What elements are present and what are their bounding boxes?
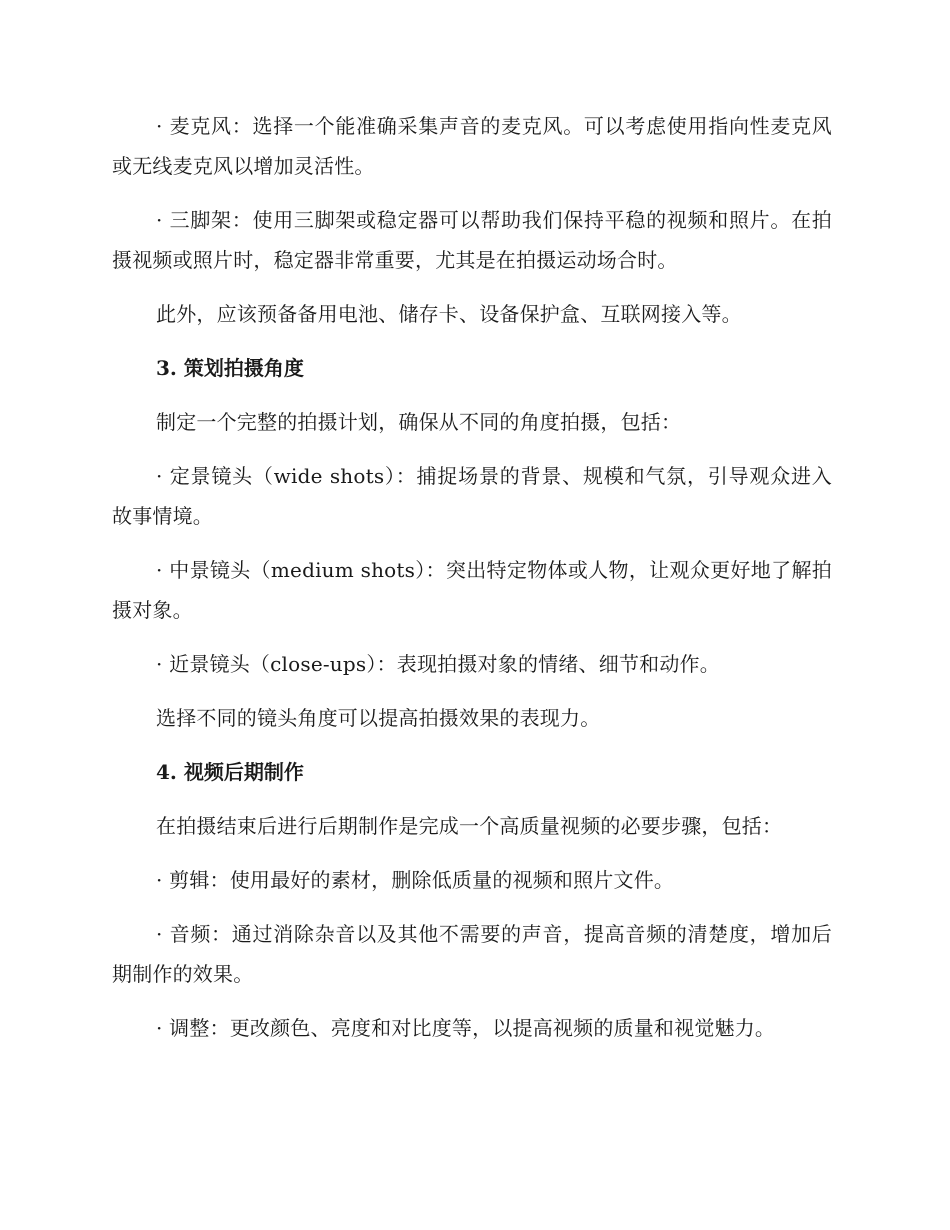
paragraph-close-ups: · 近景镜头（close-ups）：表现拍摄对象的情绪、细节和动作。: [156, 652, 720, 676]
paragraph-microphone: · 麦克风：选择一个能准确采集声音的麦克风。可以考虑使用指向性麦克风或无线麦克风以增加灵活性。: [112, 114, 832, 178]
paragraph-angle-summary: 选择不同的镜头角度可以提高拍摄效果的表现力。: [156, 706, 601, 730]
paragraph-editing: · 剪辑：使用最好的素材，删除低质量的视频和照片文件。: [156, 868, 675, 892]
paragraph-adjustment: · 调整：更改颜色、亮度和对比度等，以提高视频的质量和视觉魅力。: [156, 1016, 776, 1040]
heading-shooting-angles: 3. 策划拍摄角度: [156, 356, 304, 380]
paragraph-extras: 此外，应该预备备用电池、储存卡、设备保护盒、互联网接入等。: [156, 302, 742, 326]
paragraph-post-intro: 在拍摄结束后进行后期制作是完成一个高质量视频的必要步骤，包括：: [156, 814, 783, 838]
heading-post-production: 4. 视频后期制作: [156, 760, 304, 784]
paragraph-shooting-plan: 制定一个完整的拍摄计划，确保从不同的角度拍摄，包括：: [156, 410, 682, 434]
document-page: [112, 106, 832, 1048]
paragraph-wide-shots: · 定景镜头（wide shots）：捕捉场景的背景、规模和气氛，引导观众进入故事情境。: [112, 464, 832, 528]
paragraph-medium-shots: · 中景镜头（medium shots）：突出特定物体或人物，让观众更好地了解拍摄对象。: [112, 558, 832, 622]
paragraph-tripod: · 三脚架：使用三脚架或稳定器可以帮助我们保持平稳的视频和照片。在拍摄视频或照片时，稳定器非常重要，尤其是在拍摄运动场合时。: [112, 208, 832, 272]
paragraph-audio: · 音频：通过消除杂音以及其他不需要的声音，提高音频的清楚度，增加后期制作的效果。: [112, 922, 832, 986]
